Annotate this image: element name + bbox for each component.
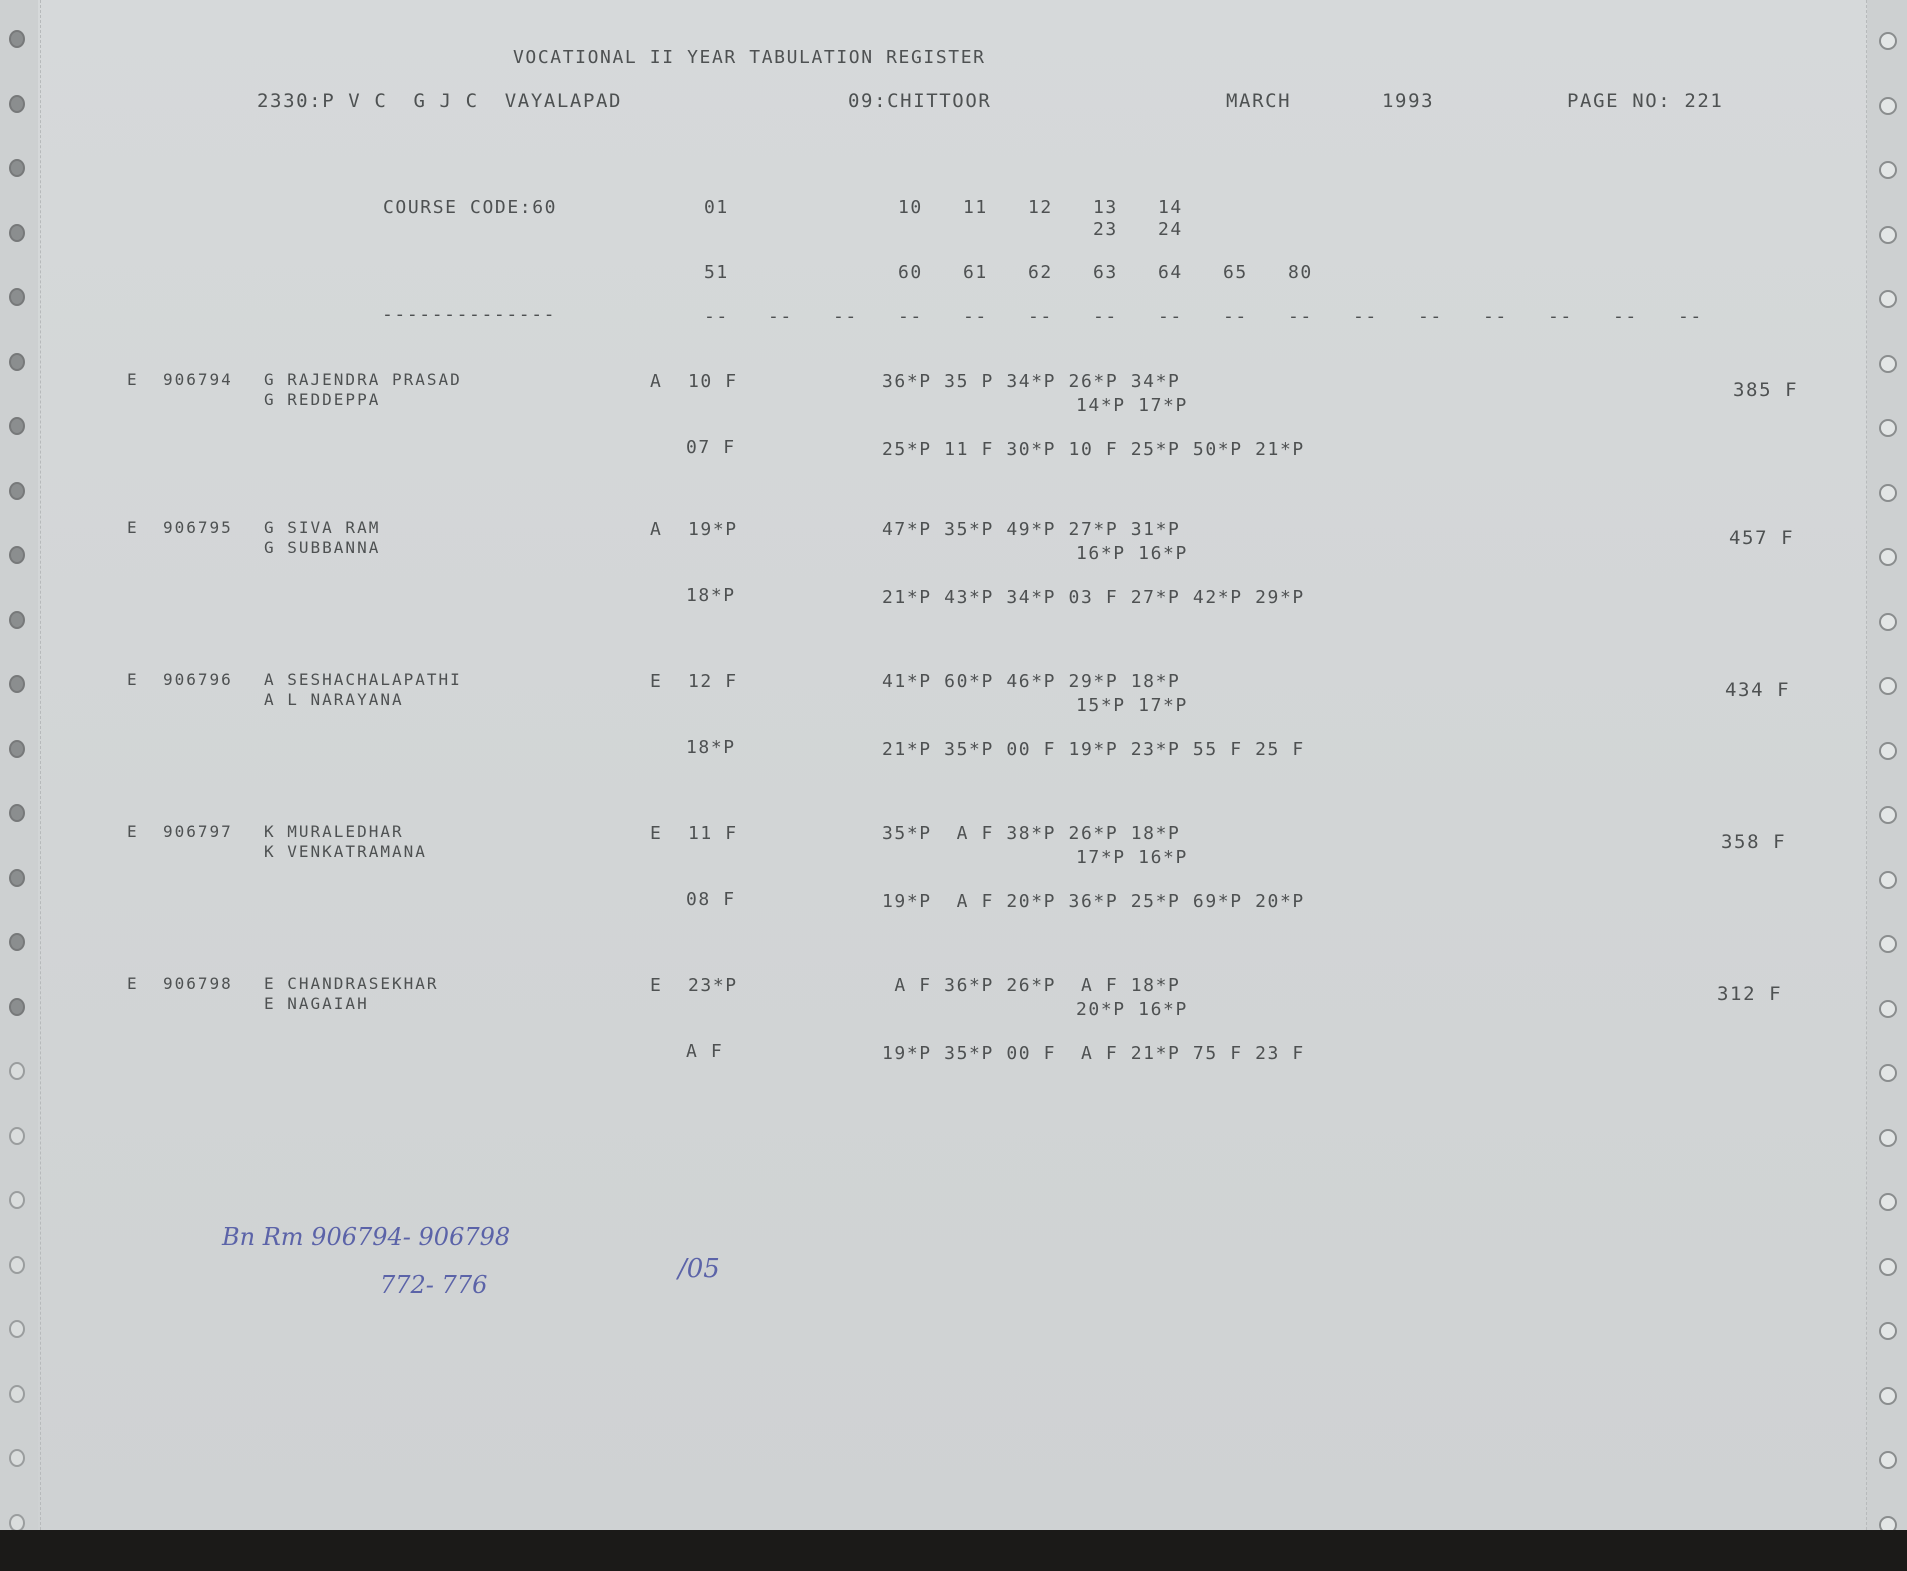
part1b-mark: 08 F <box>686 889 736 910</box>
subject-marks-1: A F 36*P 26*P A F 18*P <box>882 975 1181 996</box>
subject-marks-2: 15*P 17*P <box>1076 695 1188 716</box>
sprocket-hole <box>1879 1193 1897 1211</box>
column-underline: -- <box>963 306 988 327</box>
sprocket-hole <box>9 30 25 48</box>
exam-year: 1993 <box>1382 90 1435 112</box>
code-12: 12 <box>1028 197 1053 218</box>
part1b-mark: 18*P <box>686 737 736 758</box>
grand-total: 434 F <box>1725 679 1791 701</box>
hall-ticket-number: 906796 <box>163 670 233 689</box>
sprocket-hole <box>1879 32 1897 50</box>
left-perforation <box>40 0 41 1530</box>
code-01: 01 <box>704 197 729 218</box>
code-23: 23 <box>1093 219 1118 240</box>
sprocket-hole <box>9 1449 25 1467</box>
hall-ticket-number: 906798 <box>163 974 233 993</box>
sprocket-hole <box>9 95 25 113</box>
column-underline: -- <box>768 306 793 327</box>
register-title: VOCATIONAL II YEAR TABULATION REGISTER <box>513 47 986 68</box>
column-underline: -- <box>1613 306 1638 327</box>
student-name: G RAJENDRA PRASAD <box>264 370 462 389</box>
father-name: K VENKATRAMANA <box>264 842 427 861</box>
subject-marks-2: 14*P 17*P <box>1076 395 1188 416</box>
student-name: G SIVA RAM <box>264 518 381 537</box>
sprocket-hole <box>9 933 25 951</box>
sprocket-hole <box>9 417 25 435</box>
grand-total: 457 F <box>1729 527 1795 549</box>
sprocket-hole <box>1879 677 1897 695</box>
father-name: A L NARAYANA <box>264 690 404 709</box>
column-underline: -- <box>704 306 729 327</box>
column-underline: -- <box>1483 306 1508 327</box>
sprocket-hole <box>9 546 25 564</box>
language-code: E <box>127 370 139 389</box>
medium-code: E <box>650 823 663 844</box>
sprocket-hole <box>9 1256 25 1274</box>
sprocket-hole <box>1879 1258 1897 1276</box>
part1-mark: 12 F <box>688 671 738 692</box>
sprocket-hole <box>1879 1129 1897 1147</box>
sprocket-hole <box>1879 290 1897 308</box>
sprocket-hole <box>1879 613 1897 631</box>
district: 09:CHITTOOR <box>848 90 992 112</box>
sprocket-hole <box>9 675 25 693</box>
part1b-mark: A F <box>686 1041 724 1062</box>
handwritten-range: Bn Rm 906794- 906798 <box>222 1223 511 1251</box>
sprocket-hole <box>1879 1516 1897 1531</box>
sprocket-hole <box>9 1062 25 1080</box>
sprocket-hole <box>1879 161 1897 179</box>
column-underline: -- <box>1028 306 1053 327</box>
sprocket-hole <box>9 224 25 242</box>
sprocket-hole <box>9 353 25 371</box>
right-perforation <box>1866 0 1867 1530</box>
code-11: 11 <box>963 197 988 218</box>
sprocket-hole <box>9 1514 25 1531</box>
column-underline: -- <box>1093 306 1118 327</box>
medium-code: A <box>650 519 663 540</box>
code-13: 13 <box>1093 197 1118 218</box>
subject-marks-1: 36*P 35 P 34*P 26*P 34*P <box>882 371 1181 392</box>
handwritten-serial: 772- 776 <box>380 1271 488 1299</box>
sprocket-hole <box>9 1191 25 1209</box>
sprocket-hole <box>9 482 25 500</box>
student-name: K MURALEDHAR <box>264 822 404 841</box>
sprocket-hole <box>1879 355 1897 373</box>
column-underline: -- <box>1288 306 1313 327</box>
sprocket-hole <box>1879 1387 1897 1405</box>
part1-mark: 10 F <box>688 371 738 392</box>
sprocket-hole <box>9 998 25 1016</box>
language-code: E <box>127 518 139 537</box>
code-60: 60 <box>898 262 923 283</box>
grand-total: 385 F <box>1733 379 1799 401</box>
part1b-mark: 18*P <box>686 585 736 606</box>
sprocket-hole <box>1879 548 1897 566</box>
sprocket-hole <box>9 1320 25 1338</box>
part1-mark: 23*P <box>688 975 738 996</box>
sprocket-hole <box>1879 742 1897 760</box>
sprocket-hole <box>9 1127 25 1145</box>
sprocket-hole <box>9 804 25 822</box>
code-65: 65 <box>1223 262 1248 283</box>
course-underline: -------------- <box>382 304 557 325</box>
column-underline: -- <box>1353 306 1378 327</box>
subject-marks-3: 25*P 11 F 30*P 10 F 25*P 50*P 21*P <box>882 439 1305 460</box>
exam-month: MARCH <box>1226 90 1292 112</box>
sprocket-hole <box>1879 484 1897 502</box>
sprocket-hole <box>1879 226 1897 244</box>
sprocket-hole <box>1879 1451 1897 1469</box>
code-14: 14 <box>1158 197 1183 218</box>
medium-code: E <box>650 975 663 996</box>
father-name: G REDDEPPA <box>264 390 381 409</box>
student-name: A SESHACHALAPATHI <box>264 670 462 689</box>
sprocket-hole <box>1879 1322 1897 1340</box>
code-61: 61 <box>963 262 988 283</box>
page-number: PAGE NO: 221 <box>1567 90 1724 112</box>
handwritten-note <box>220 1215 760 1325</box>
language-code: E <box>127 974 139 993</box>
part1-mark: 11 F <box>688 823 738 844</box>
subject-marks-3: 19*P 35*P 00 F A F 21*P 75 F 23 F <box>882 1043 1305 1064</box>
subject-marks-1: 35*P A F 38*P 26*P 18*P <box>882 823 1181 844</box>
code-64: 64 <box>1158 262 1183 283</box>
language-code: E <box>127 670 139 689</box>
college-code: 2330:P V C G J C VAYALAPAD <box>257 90 623 112</box>
hall-ticket-number: 906797 <box>163 822 233 841</box>
column-underline: -- <box>1223 306 1248 327</box>
sprocket-hole <box>1879 935 1897 953</box>
column-underline: -- <box>1418 306 1443 327</box>
code-10: 10 <box>898 197 923 218</box>
code-51: 51 <box>704 262 729 283</box>
handwritten-mark: /05 <box>678 1254 720 1284</box>
sprocket-hole <box>9 740 25 758</box>
sprocket-hole <box>9 611 25 629</box>
subject-marks-2: 16*P 16*P <box>1076 543 1188 564</box>
sprocket-hole <box>1879 1000 1897 1018</box>
code-62: 62 <box>1028 262 1053 283</box>
column-underline: -- <box>1548 306 1573 327</box>
subject-marks-3: 21*P 43*P 34*P 03 F 27*P 42*P 29*P <box>882 587 1305 608</box>
language-code: E <box>127 822 139 841</box>
code-63: 63 <box>1093 262 1118 283</box>
sprocket-hole <box>1879 1064 1897 1082</box>
sprocket-hole <box>9 869 25 887</box>
hall-ticket-number: 906795 <box>163 518 233 537</box>
father-name: E NAGAIAH <box>264 994 369 1013</box>
subject-marks-2: 17*P 16*P <box>1076 847 1188 868</box>
part1-mark: 19*P <box>688 519 738 540</box>
column-underline: -- <box>1158 306 1183 327</box>
grand-total: 358 F <box>1721 831 1787 853</box>
column-underline: -- <box>898 306 923 327</box>
subject-marks-2: 20*P 16*P <box>1076 999 1188 1020</box>
medium-code: A <box>650 371 663 392</box>
medium-code: E <box>650 671 663 692</box>
code-24: 24 <box>1158 219 1183 240</box>
student-name: E CHANDRASEKHAR <box>264 974 439 993</box>
subject-marks-3: 21*P 35*P 00 F 19*P 23*P 55 F 25 F <box>882 739 1305 760</box>
sprocket-hole <box>9 159 25 177</box>
course-code: COURSE CODE:60 <box>383 197 558 218</box>
column-underline: -- <box>833 306 858 327</box>
subject-marks-1: 47*P 35*P 49*P 27*P 31*P <box>882 519 1181 540</box>
sprocket-hole <box>9 1385 25 1403</box>
sprocket-hole <box>1879 97 1897 115</box>
hall-ticket-number: 906794 <box>163 370 233 389</box>
sprocket-hole <box>1879 871 1897 889</box>
sprocket-hole <box>1879 419 1897 437</box>
part1b-mark: 07 F <box>686 437 736 458</box>
code-80: 80 <box>1288 262 1313 283</box>
subject-marks-3: 19*P A F 20*P 36*P 25*P 69*P 20*P <box>882 891 1305 912</box>
subject-marks-1: 41*P 60*P 46*P 29*P 18*P <box>882 671 1181 692</box>
column-underline: -- <box>1678 306 1703 327</box>
sprocket-hole <box>9 288 25 306</box>
sprocket-hole <box>1879 806 1897 824</box>
father-name: G SUBBANNA <box>264 538 381 557</box>
grand-total: 312 F <box>1717 983 1783 1005</box>
